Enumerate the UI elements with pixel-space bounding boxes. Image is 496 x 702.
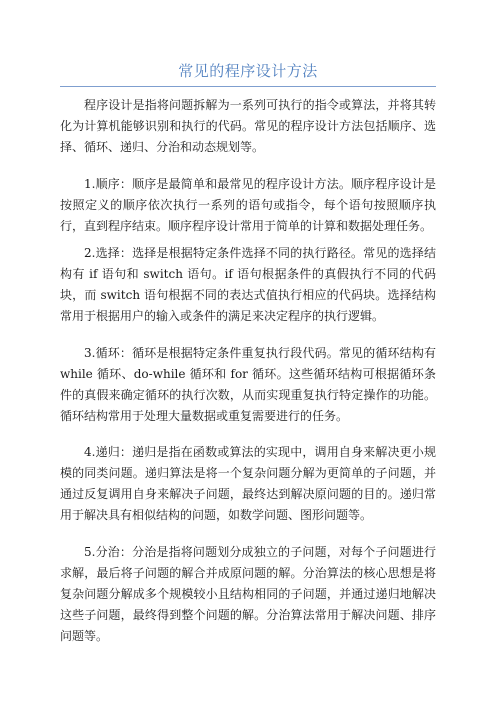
page-title: 常见的程序设计方法 [178, 62, 318, 80]
paragraph-selection: 2.选择：选择是根据特定条件选择不同的执行路径。常见的选择结构有 if 语句和 switch 语句。if 语句根据条件的真假执行不同的代码块，而 switch 语句根据不同的表达式值执行相应的代码块。选择结构常用于根据用户的输入或条件的满足来决定程序的执行逻辑。 [60, 246, 436, 323]
title-underline [60, 86, 436, 87]
paragraph-sequence: 1.顺序：顺序是最简单和最常见的程序设计方法。顺序程序设计是按照定义的顺序依次执行一系列的语句或指令，每个语句按照顺序执行，直到程序结束。顺序程序设计常用于简单的计算和数据处理任务。 [60, 177, 436, 233]
paragraph-loop: 3.循环：循环是根据特定条件重复执行段代码。常见的循环结构有 while 循环、do-while 循环和 for 循环。这些循环结构可根据循环条件的真假来确定循环的执行次数，从而实现重复执行特定操作的功能。循环结构常用于处理大量数据或重复需要进行的任务。 [60, 346, 436, 423]
paragraph-recursion: 4.递归：递归是指在函数或算法的实现中，调用自身来解决更小规模的同类问题。递归算法是将一个复杂问题分解为更简单的子问题，并通过反复调用自身来解决子问题，最终达到解决原问题的目的。递归常用于解决具有相似结构的问题，如数学问题、图形问题等。 [60, 445, 436, 522]
intro-paragraph: 程序设计是指将问题拆解为一系列可执行的指令或算法，并将其转化为计算机能够识别和执行的代码。常见的程序设计方法包括顺序、选择、循环、递归、分治和动态规划等。 [60, 98, 436, 154]
paragraph-divide-conquer: 5.分治：分治是指将问题划分成独立的子问题，对每个子问题进行求解，最后将子问题的解合并成原问题的解。分治算法的核心思想是将复杂问题分解成多个规模较小且结构相同的子问题，并通过递归地解决这些子问题，最终得到整个问题的解。分治算法常用于解决问题、排序问题等。 [60, 545, 436, 643]
